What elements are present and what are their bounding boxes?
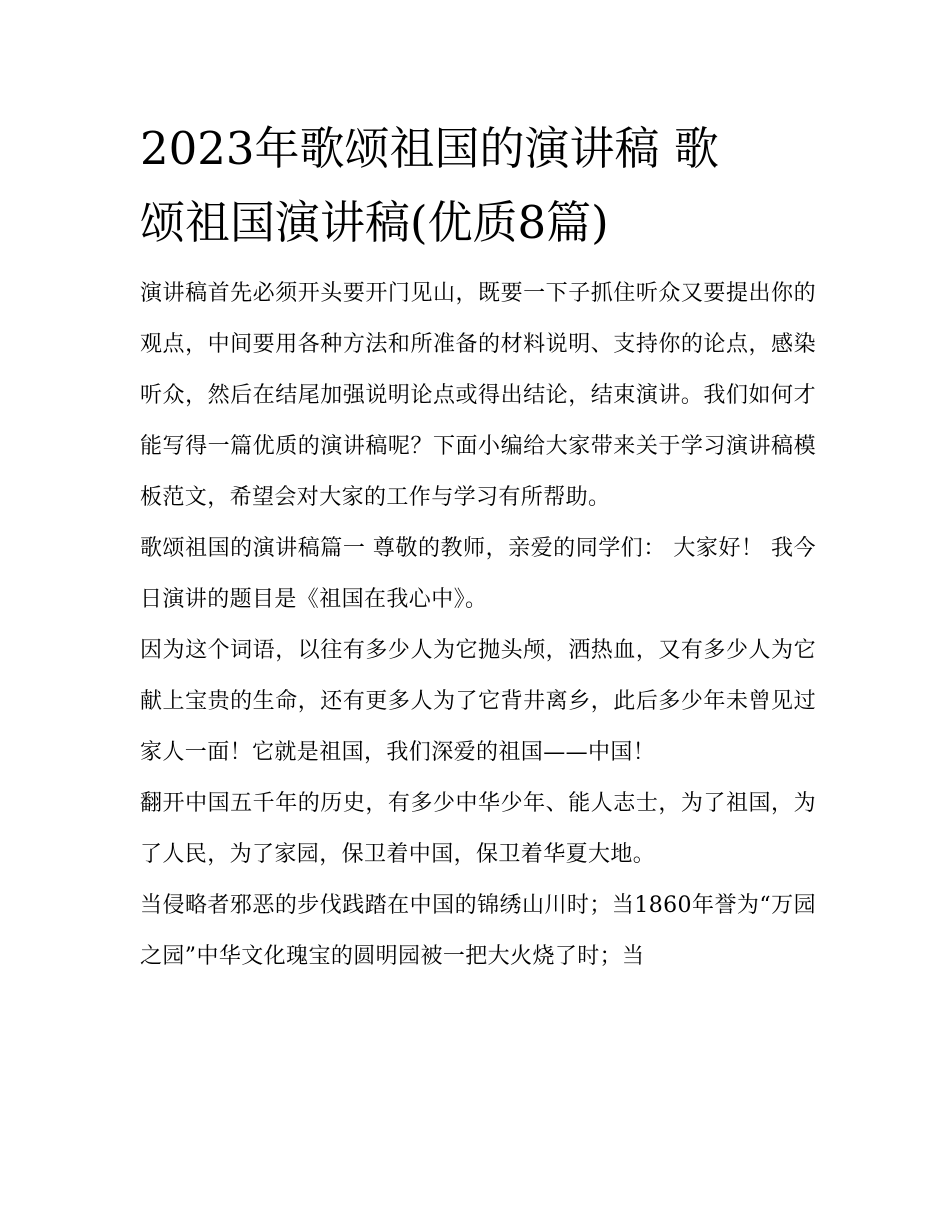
body-paragraph: 因为这个词语，以往有多少人为它抛头颅，洒热血，又有多少人为它献上宝贵的生命，还有更多人为了它背井离乡，此后多少年未曾见过家人一面！它就是祖国，我们深爱的祖国——中国！ <box>140 638 816 765</box>
intro-paragraph: 演讲稿首先必须开头要开门见山，既要一下子抓住听众又要提出你的观点，中间要用各种方法和所准备的材料说明、支持你的论点，感染听众，然后在结尾加强说明论点或得出结论，结束演讲。我们如何才能写得一篇优质的演讲稿呢？下面小编给大家带来关于学习演讲稿模板范文，希望会对大家的工作与学习有所帮助。 <box>140 281 816 510</box>
document-content <box>140 112 816 982</box>
body-paragraph: 当侵略者邪恶的步伐践踏在中国的锦绣山川时；当1860年誉为“万园之园”中华文化瑰宝的圆明园被一把大火烧了时；当 <box>140 893 816 969</box>
title-line-2: 颂祖国演讲稿(优质8篇) <box>140 196 609 249</box>
body-paragraph: 翻开中国五千年的历史，有多少中华少年、能人志士，为了祖国，为了人民，为了家园，保卫着中国，保卫着华夏大地。 <box>140 791 816 867</box>
page-title <box>140 112 816 260</box>
title-line-1: 2023年歌颂祖国的演讲稿 歌 <box>140 122 719 175</box>
speech-opening-paragraph: 歌颂祖国的演讲稿篇一 尊敬的教师，亲爱的同学们： 大家好！ 我今日演讲的题目是《祖国在我心中》。 <box>140 536 816 612</box>
